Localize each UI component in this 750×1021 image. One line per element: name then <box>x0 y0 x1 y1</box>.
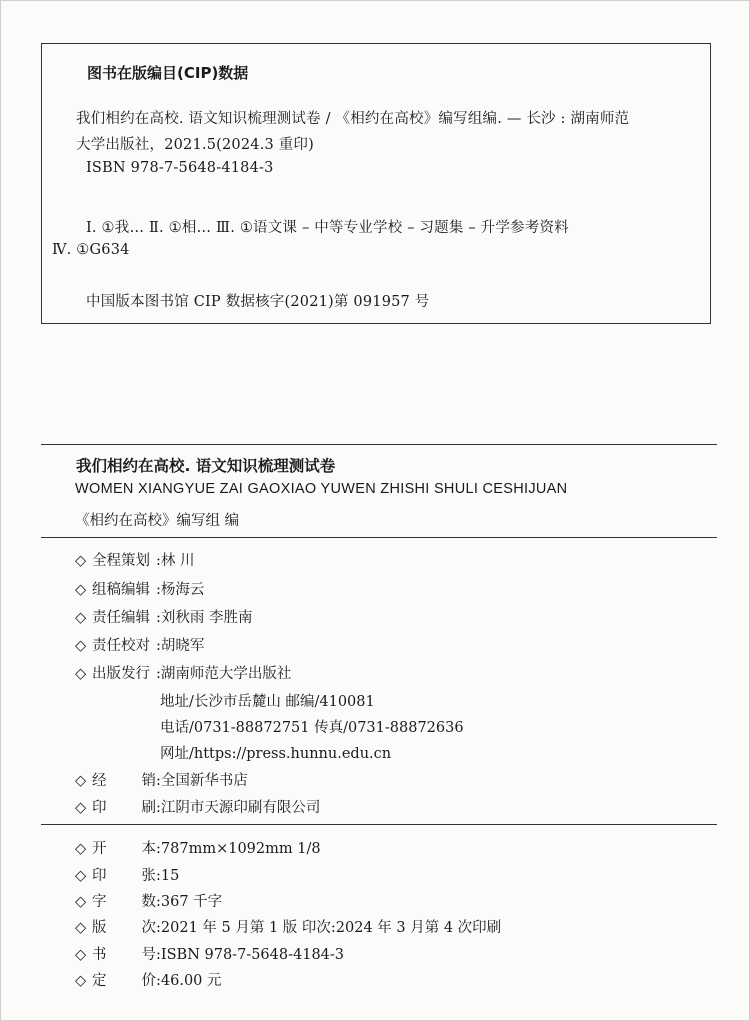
spec-row-isbn <box>75 943 344 964</box>
diamond-icon: ◇ <box>75 868 87 884</box>
staff-row-planner <box>75 549 195 570</box>
diamond-icon: ◇ <box>75 841 87 857</box>
section-divider <box>41 824 717 825</box>
diamond-icon: ◇ <box>75 800 87 816</box>
publisher-phone: 电话/0731-88872751 传真/0731-88872636 <box>160 720 464 736</box>
staff-label: 全程策划 <box>92 553 150 569</box>
spec-value: 46.00 元 <box>160 973 222 989</box>
spec-label: 印张 <box>92 868 156 884</box>
cip-data-box <box>41 43 711 324</box>
spec-value: 15 <box>160 868 180 884</box>
spec-row-edition <box>75 916 501 937</box>
cip-line-classification: Ⅳ. ①G634 <box>52 242 130 258</box>
cip-line-subjects: Ⅰ. ①我… Ⅱ. ①相… Ⅲ. ①语文课 – 中等专业学校 – 习题集 – 升学参考资料 <box>86 220 569 236</box>
section-divider <box>41 444 717 445</box>
colon: : <box>156 610 161 626</box>
printer-value: 江阴市天源印刷有限公司 <box>160 800 321 816</box>
diamond-icon: ◇ <box>75 894 87 910</box>
colon: : <box>156 800 161 816</box>
staff-value: 林 川 <box>160 553 195 569</box>
diamond-icon: ◇ <box>75 773 87 789</box>
distribution-label: 经销 <box>92 773 156 789</box>
spec-label: 字数 <box>92 894 156 910</box>
colon: : <box>156 582 161 598</box>
spec-label: 开本 <box>92 841 156 857</box>
cip-line-isbn: ISBN 978-7-5648-4184-3 <box>86 160 274 176</box>
staff-row-proofreader <box>75 634 204 655</box>
spec-label: 版次 <box>92 920 156 936</box>
diamond-icon: ◇ <box>75 638 87 654</box>
printer-label: 印刷 <box>92 800 156 816</box>
staff-label: 组稿编辑 <box>92 582 150 598</box>
cip-heading: 图书在版编目(CIP)数据 <box>87 64 249 82</box>
staff-value: 刘秋雨 李胜南 <box>160 610 253 626</box>
spec-row-format <box>75 837 321 858</box>
publisher-website[interactable]: 网址/https://press.hunnu.edu.cn <box>160 746 392 762</box>
distribution-row <box>75 769 248 790</box>
spec-label: 书号 <box>92 947 156 963</box>
diamond-icon: ◇ <box>75 553 87 569</box>
staff-label: 责任编辑 <box>92 610 150 626</box>
staff-label: 出版发行 <box>92 666 150 682</box>
colon: : <box>156 920 161 936</box>
diamond-icon: ◇ <box>75 582 87 598</box>
cip-line-title: 我们相约在高校. 语文知识梳理测试卷 / 《相约在高校》编写组编. — 长沙 : 湖南师范 <box>76 111 630 127</box>
printer-row <box>75 796 320 817</box>
cip-line-record-number: 中国版本图书馆 CIP 数据核字(2021)第 091957 号 <box>86 294 430 310</box>
spec-value: 367 千字 <box>160 894 223 910</box>
book-editor: 《相约在高校》编写组 编 <box>75 513 240 529</box>
book-title-pinyin: WOMEN XIANGYUE ZAI GAOXIAO YUWEN ZHISHI SHULI CESHIJUAN <box>75 481 568 497</box>
diamond-icon: ◇ <box>75 973 87 989</box>
spec-label: 定价 <box>92 973 156 989</box>
colon: : <box>156 894 161 910</box>
staff-value: 湖南师范大学出版社 <box>160 666 292 682</box>
colon: : <box>156 947 161 963</box>
publisher-address: 地址/长沙市岳麓山 邮编/410081 <box>160 694 375 710</box>
diamond-icon: ◇ <box>75 610 87 626</box>
colon: : <box>156 666 161 682</box>
diamond-icon: ◇ <box>75 920 87 936</box>
colon: : <box>156 638 161 654</box>
spec-row-sheets <box>75 864 179 885</box>
spec-value: 2021 年 5 月第 1 版 印次:2024 年 3 月第 4 次印刷 <box>160 920 502 936</box>
diamond-icon: ◇ <box>75 666 87 682</box>
spec-row-word-count <box>75 890 222 911</box>
colon: : <box>156 841 161 857</box>
section-divider <box>41 537 717 538</box>
colon: : <box>156 773 161 789</box>
colon: : <box>156 553 161 569</box>
spec-row-price <box>75 969 222 990</box>
spec-value: ISBN 978-7-5648-4184-3 <box>160 947 345 963</box>
diamond-icon: ◇ <box>75 947 87 963</box>
staff-row-responsible-editor <box>75 606 253 627</box>
staff-label: 责任校对 <box>92 638 150 654</box>
cip-line-publisher: 大学出版社，2021.5(2024.3 重印) <box>76 137 314 153</box>
staff-value: 杨海云 <box>160 582 205 598</box>
staff-value: 胡晓军 <box>160 638 205 654</box>
colon: : <box>156 868 161 884</box>
staff-row-publisher <box>75 662 291 683</box>
distribution-value: 全国新华书店 <box>160 773 248 789</box>
spec-value: 787mm×1092mm 1/8 <box>160 841 321 857</box>
book-title-chinese: 我们相约在高校. 语文知识梳理测试卷 <box>76 457 336 475</box>
colon: : <box>156 973 161 989</box>
staff-row-acquisitions-editor <box>75 578 204 599</box>
